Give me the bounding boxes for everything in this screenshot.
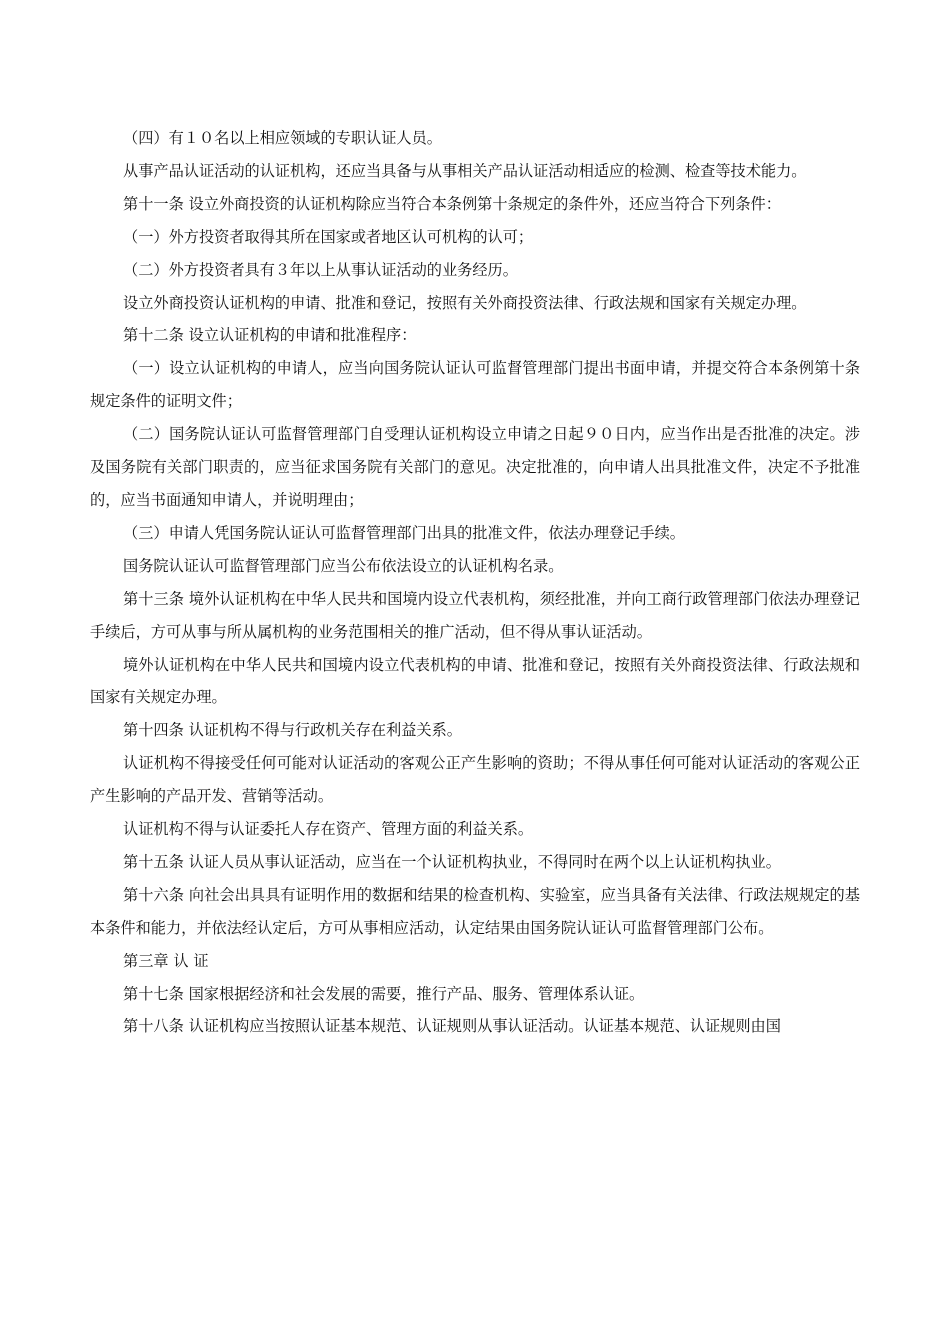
paragraph-article-12: 第十二条 设立认证机构的申请和批准程序： — [123, 326, 417, 345]
paragraph-article-18: 第十八条 认证机构应当按照认证基本规范、认证规则从事认证活动。认证基本规范、认证规则由国 — [123, 1017, 781, 1036]
paragraph-article-12-item-1: （一）设立认证机构的申请人，应当向国务院认证认可监督管理部门提出书面申请，并提交符合本条例第十条规定条件的证明文件； — [90, 359, 860, 411]
paragraph-article-11: 第十一条 设立外商投资的认证机构除应当符合本条例第十条规定的条件外，还应当符合下列条件： — [123, 194, 781, 213]
paragraph-article-11-item-1: （一）外方投资者取得其所在国家或者地区认可机构的认可； — [123, 227, 534, 246]
paragraph-directory-publication: 国务院认证认可监督管理部门应当公布依法设立的认证机构名录。 — [123, 556, 564, 575]
paragraph-no-client-interest: 认证机构不得与认证委托人存在资产、管理方面的利益关系。 — [123, 820, 534, 839]
paragraph-article-17: 第十七条 国家根据经济和社会发展的需要，推行产品、服务、管理体系认证。 — [123, 984, 645, 1003]
paragraph-foreign-investment-registration: 设立外商投资认证机构的申请、批准和登记，按照有关外商投资法律、行政法规和国家有关规定办理。 — [123, 293, 807, 312]
paragraph-article-15: 第十五条 认证人员从事认证活动，应当在一个认证机构执业，不得同时在两个以上认证机构执业。 — [123, 852, 781, 871]
paragraph-representative-office: 境外认证机构在中华人民共和国境内设立代表机构的申请、批准和登记，按照有关外商投资法律、行政法规和国家有关规定办理。 — [90, 655, 860, 707]
paragraph-product-certification: 从事产品认证活动的认证机构，还应当具备与从事相关产品认证活动相适应的检测、检查等技术能力。 — [123, 161, 807, 180]
paragraph-item-4: （四）有１０名以上相应领域的专职认证人员。 — [123, 129, 442, 147]
paragraph-article-12-item-3: （三）申请人凭国务院认证认可监督管理部门出具的批准文件，依法办理登记手续。 — [123, 523, 685, 542]
paragraph-article-14: 第十四条 认证机构不得与行政机关存在利益关系。 — [123, 721, 462, 740]
paragraph-article-12-item-2: （二）国务院认证认可监督管理部门自受理认证机构设立申请之日起９０日内，应当作出是否批准的决定。涉及国务院有关部门职责的，应当征求国务院有关部门的意见。决定批准的，向申请人出具批准文件，决定不予批准的，应当书面通知申请人，并说明理由； — [90, 425, 860, 509]
paragraph-article-16: 第十六条 向社会出具具有证明作用的数据和结果的检查机构、实验室，应当具备有关法律、行政法规规定的基本条件和能力，并依法经认定后，方可从事相应活动，认定结果由国务院认证认可监督管理部门公布。 — [90, 885, 860, 937]
paragraph-article-11-item-2: （二）外方投资者具有３年以上从事认证活动的业务经历。 — [123, 260, 518, 279]
chapter-heading-3: 第三章 认 证 — [123, 951, 209, 970]
paragraph-no-sponsorship: 认证机构不得接受任何可能对认证活动的客观公正产生影响的资助；不得从事任何可能对认证活动的客观公正产生影响的产品开发、营销等活动。 — [90, 754, 860, 806]
paragraph-article-13: 第十三条 境外认证机构在中华人民共和国境内设立代表机构，须经批准，并向工商行政管理部门依法办理登记手续后，方可从事与所从属机构的业务范围相关的推广活动，但不得从事认证活动。 — [90, 589, 860, 641]
document-body — [90, 122, 860, 1043]
